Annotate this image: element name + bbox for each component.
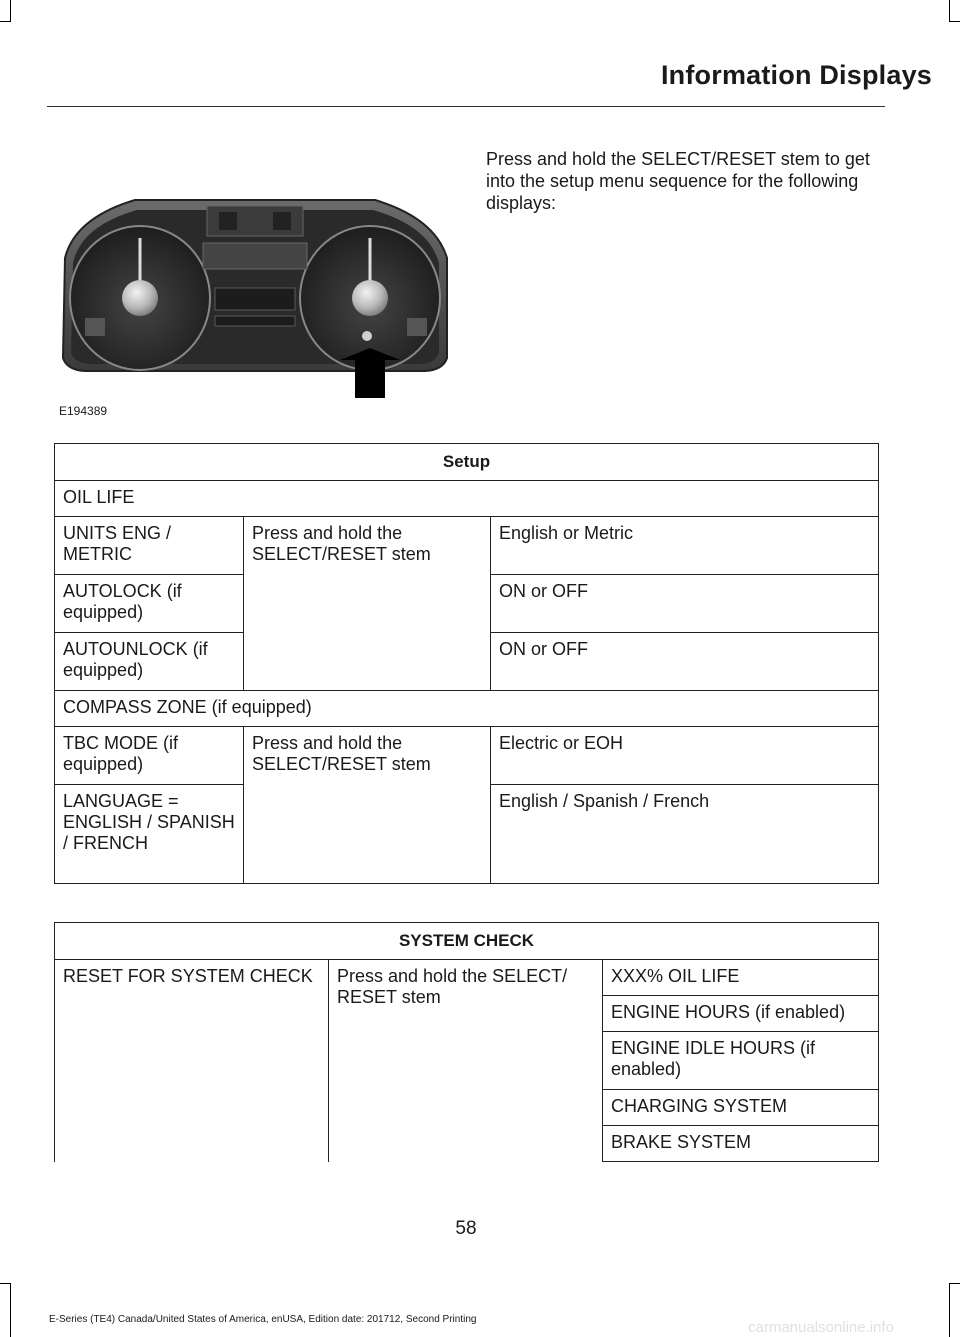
crop-mark xyxy=(949,0,950,22)
table-cell: ENGINE IDLE HOURS (if enabled) xyxy=(603,1032,879,1090)
table-cell: AUTOLOCK (if equipped) xyxy=(55,575,244,633)
crop-mark xyxy=(0,1283,10,1284)
table-cell: Electric or EOH xyxy=(491,727,879,785)
table-cell: AUTOUNLOCK (if equipped) xyxy=(55,633,244,691)
table-title: SYSTEM CHECK xyxy=(55,923,879,960)
table-cell: OIL LIFE xyxy=(55,481,879,517)
setup-table xyxy=(54,443,879,884)
footer-text: E-Series (TE4) Canada/United States of America, enUSA, Edition date: 201712, Second Printing xyxy=(49,1314,477,1325)
table-row xyxy=(55,481,879,517)
crop-mark xyxy=(10,0,11,22)
crop-mark xyxy=(10,1283,11,1337)
table-row xyxy=(55,691,879,727)
watermark: carmanualsonline.info xyxy=(748,1319,894,1336)
table-cell: Press and hold the SELECT/ RESET stem xyxy=(329,960,603,1162)
table-cell: English / Spanish / French xyxy=(491,785,879,884)
table-cell: Press and hold the SELECT/RESET stem xyxy=(244,727,491,884)
table-cell: BRAKE SYSTEM xyxy=(603,1126,879,1162)
table-title: Setup xyxy=(55,444,879,481)
crop-mark xyxy=(0,21,10,22)
table-cell: TBC MODE (if equipped) xyxy=(55,727,244,785)
table-cell: English or Metric xyxy=(491,517,879,575)
table-cell: Press and hold the SELECT/RESET stem xyxy=(244,517,491,691)
table-cell: RESET FOR SYSTEM CHECK xyxy=(55,960,329,1162)
table-cell: ON or OFF xyxy=(491,633,879,691)
table-cell: ON or OFF xyxy=(491,575,879,633)
table-cell: UNITS ENG / METRIC xyxy=(55,517,244,575)
table-cell: CHARGING SYSTEM xyxy=(603,1090,879,1126)
table-cell: COMPASS ZONE (if equipped) xyxy=(55,691,879,727)
system-check-table xyxy=(54,922,879,1162)
crop-mark xyxy=(950,1283,960,1284)
table-row xyxy=(55,727,879,785)
figure-label: E194389 xyxy=(59,404,108,418)
intro-paragraph: Press and hold the SELECT/RESET stem to get into the setup menu sequence for the following displays: xyxy=(486,149,870,213)
instrument-cluster-illustration xyxy=(55,188,455,413)
table-row xyxy=(55,960,879,996)
table-cell: XXX% OIL LIFE xyxy=(603,960,879,996)
table-cell: ENGINE HOURS (if enabled) xyxy=(603,996,879,1032)
page-number: 58 xyxy=(455,1218,477,1239)
table-row xyxy=(55,444,879,481)
crop-mark xyxy=(949,1283,950,1337)
table-row xyxy=(55,517,879,575)
crop-mark xyxy=(950,21,960,22)
page-title: Information Displays xyxy=(660,60,932,90)
header-divider xyxy=(47,106,885,107)
table-cell: LANGUAGE = ENGLISH / SPANISH / FRENCH xyxy=(55,785,244,884)
table-row xyxy=(55,923,879,960)
